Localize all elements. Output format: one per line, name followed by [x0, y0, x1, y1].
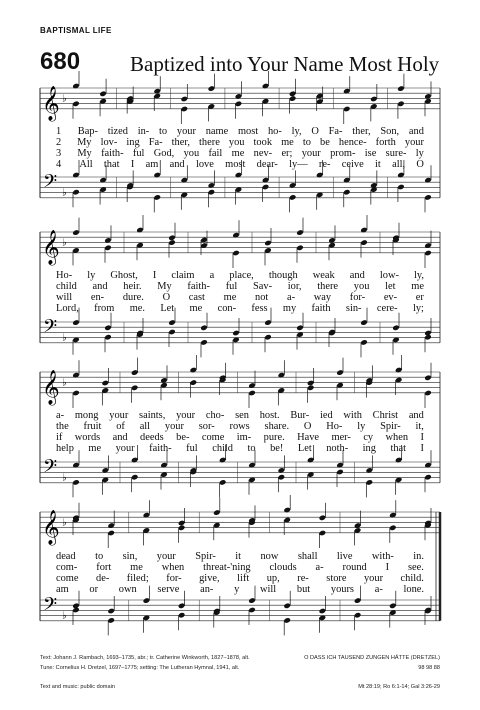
lyric-syllable: ly	[415, 148, 424, 159]
lyric-syllable: nev-	[253, 148, 273, 159]
tune-name: O DASS ICH TAUSEND ZUNGEN HÄTTE (DRETZEL)	[304, 655, 440, 661]
lyric-syllable: own	[118, 584, 137, 595]
lyric-syllable: tized	[107, 126, 128, 137]
lyric-syllable: Fa-	[328, 126, 343, 137]
lyric-syllable: O	[416, 159, 424, 170]
lyric-syllable: er;	[281, 148, 293, 159]
flat-key-signature-icon: ♭	[62, 187, 67, 199]
lyric-syllable: faith-	[149, 443, 172, 454]
lyric-syllable: me	[411, 281, 424, 292]
treble-clef-icon: 𝄞	[42, 229, 60, 265]
lyric-syllable: faith	[311, 303, 331, 314]
bass-clef-icon: 𝄢	[43, 171, 58, 197]
lyric-syllable: ly;	[412, 303, 424, 314]
lyric-syllable: fruit	[83, 421, 102, 432]
lyric-syllable: but	[296, 584, 311, 595]
lyric-syllable: way	[313, 292, 332, 303]
lyric-syllable: a-	[374, 584, 383, 595]
lyric-syllable: er	[415, 292, 424, 303]
lyric-syllable: sure-	[385, 148, 407, 159]
verse-number: 3	[56, 148, 62, 159]
lyric-syllable: Ho-	[326, 421, 343, 432]
lyric-syllable: rows	[229, 421, 250, 432]
hymn-number: 680	[40, 48, 81, 75]
lyric-syllable: it	[235, 551, 242, 562]
lyric-syllable: in-	[137, 126, 150, 137]
lyric-syllable: share.	[264, 421, 290, 432]
lyric-syllable: Fa-	[148, 137, 163, 148]
lyric-syllable: me	[130, 562, 143, 573]
lyric-syllable: your	[164, 421, 184, 432]
lyric-syllable: name	[205, 126, 229, 137]
lyrics-system-2	[56, 270, 424, 314]
flat-key-signature-icon: ♭	[62, 93, 67, 105]
lyric-syllable: me	[189, 303, 203, 314]
lyric-syllable: with-	[371, 551, 394, 562]
lyric-syllable: an-	[200, 584, 214, 595]
flat-key-signature-icon: ♭	[62, 332, 67, 344]
lyric-syllable: round	[342, 562, 367, 573]
hymn-title: Baptized into Your Name Most Holy	[130, 52, 440, 76]
lyric-syllable: took	[253, 137, 273, 148]
lyric-syllable: Bap-	[77, 126, 98, 137]
lyric-syllable: ly—	[289, 159, 308, 170]
bass-clef-icon: 𝄢	[43, 594, 58, 620]
lyric-syllable: and	[92, 281, 108, 292]
treble-clef-icon: 𝄞	[42, 369, 60, 405]
lyric-syllable: ing	[362, 443, 376, 454]
lyric-syllable: O	[303, 421, 312, 432]
lyric-syllable: deeds	[140, 432, 164, 443]
lyric-syllable: to	[302, 137, 311, 148]
lyric-syllable: Let	[297, 443, 312, 454]
flat-key-signature-icon: ♭	[62, 610, 67, 622]
lyric-syllable: O	[162, 292, 171, 303]
lyric-syllable: live	[336, 551, 353, 562]
lyric-line	[56, 292, 424, 303]
lyric-syllable: Lord,	[56, 303, 79, 314]
lyric-syllable: Spir-	[195, 551, 216, 562]
lyric-syllable: am	[56, 584, 69, 595]
lyric-syllable: be-	[176, 432, 190, 443]
lyric-line	[56, 562, 424, 573]
lyric-syllable: claim	[171, 270, 195, 281]
lyric-syllable: prom-	[330, 148, 356, 159]
lyric-syllable: words	[74, 432, 101, 443]
bass-clef-icon: 𝄢	[43, 456, 58, 482]
lyric-syllable: ly,	[413, 270, 424, 281]
lyric-syllable: noth-	[326, 443, 349, 454]
lyric-syllable: host.	[259, 410, 280, 421]
lyric-syllable: im-	[236, 432, 252, 443]
lyric-syllable: child	[212, 443, 233, 454]
text-credit: Text: Johann J. Rambach, 1693–1735, abr.; tr. Catherine Winkworth, 1827–1878, alt.	[40, 655, 250, 661]
lyric-syllable: God,	[153, 148, 175, 159]
lyric-syllable: though	[268, 270, 298, 281]
lyric-syllable: ther,	[352, 126, 371, 137]
lyric-syllable: for-	[166, 573, 182, 584]
lyric-syllable: lone.	[403, 584, 424, 595]
lyric-syllable: my	[282, 303, 297, 314]
lyric-syllable: sor-	[198, 421, 215, 432]
lyric-line	[56, 421, 424, 432]
lyric-line	[56, 551, 424, 562]
lyric-syllable: dear-	[256, 159, 278, 170]
lyric-syllable: serve	[157, 584, 180, 595]
lyric-syllable: ly	[87, 270, 96, 281]
lyric-syllable: forth	[375, 137, 396, 148]
lyric-syllable: if	[56, 432, 63, 443]
lyric-syllable: en-	[90, 292, 105, 303]
lyric-line	[56, 303, 424, 314]
lyric-syllable: to	[247, 443, 256, 454]
lyric-syllable: the	[56, 421, 69, 432]
lyric-syllable: come	[201, 432, 225, 443]
lyric-syllable: ful	[225, 281, 238, 292]
lyric-syllable: when	[161, 562, 185, 573]
lyric-syllable: con-	[217, 303, 237, 314]
flat-key-signature-icon: ♭	[62, 237, 67, 249]
lyric-syllable: there	[317, 281, 339, 292]
lyric-syllable: and	[112, 432, 128, 443]
lyric-syllable: threat-'ning	[203, 562, 251, 573]
lyric-syllable: your	[176, 126, 196, 137]
bass-clef-icon: 𝄢	[43, 316, 58, 342]
lyric-syllable: lov-	[100, 137, 118, 148]
lyric-syllable: ing	[126, 137, 140, 148]
lyric-syllable: ev-	[383, 292, 398, 303]
lyric-syllable: I	[130, 159, 135, 170]
lyric-syllable: it,	[415, 421, 424, 432]
lyric-syllable: weak	[312, 270, 335, 281]
lyric-syllable: Ho-	[56, 270, 73, 281]
lyric-syllable: child.	[400, 573, 424, 584]
lyric-syllable: a-	[56, 410, 65, 421]
lyric-syllable: you	[353, 281, 370, 292]
lyric-syllable: your	[404, 137, 424, 148]
lyric-syllable: me	[281, 137, 294, 148]
verse-number: 2	[56, 137, 62, 148]
lyric-line	[56, 573, 424, 584]
lyric-syllable: dure.	[122, 292, 144, 303]
lyric-syllable: I	[420, 443, 424, 454]
lyric-syllable: your	[115, 443, 135, 454]
lyric-syllable: lift	[237, 573, 250, 584]
lyric-syllable: yours	[330, 584, 354, 595]
lyric-syllable: Son,	[380, 126, 400, 137]
lyric-syllable: a-	[315, 562, 324, 573]
lyric-syllable: up,	[266, 573, 280, 584]
lyric-syllable: ior,	[287, 281, 302, 292]
lyric-syllable: your	[176, 410, 196, 421]
lyric-syllable: be	[320, 137, 330, 148]
lyric-syllable: y	[234, 584, 240, 595]
lyric-syllable: cho-	[205, 410, 225, 421]
flat-key-signature-icon: ♭	[62, 517, 67, 529]
lyric-syllable: My	[77, 148, 92, 159]
lyric-syllable: saints,	[139, 410, 166, 421]
lyric-syllable: place,	[229, 270, 254, 281]
lyric-line	[56, 137, 424, 148]
lyric-syllable: I	[385, 562, 390, 573]
lyric-syllable: ly,	[291, 126, 302, 137]
flat-key-signature-icon: ♭	[62, 377, 67, 389]
lyric-syllable: faith-	[187, 281, 210, 292]
lyric-line	[56, 443, 424, 454]
scripture-references: Mt 28:19; Ro 6:1-14; Gal 3:26-29	[358, 684, 440, 690]
copyright-note: Text and music: public domain	[40, 684, 115, 690]
lyric-syllable: cast	[188, 292, 205, 303]
lyric-syllable: Bur-	[290, 410, 310, 421]
lyric-line	[56, 270, 424, 281]
lyric-syllable: it	[375, 159, 381, 170]
lyric-syllable: a	[209, 270, 215, 281]
lyric-syllable: hence-	[338, 137, 367, 148]
lyric-syllable: most	[225, 159, 246, 170]
lyric-syllable: Sav-	[252, 281, 273, 292]
lyric-syllable: ther,	[171, 137, 190, 148]
lyric-syllable: me.	[129, 303, 145, 314]
lyric-syllable: and	[169, 159, 185, 170]
lyric-syllable: ied	[319, 410, 333, 421]
lyric-syllable: sin-	[345, 303, 362, 314]
lyric-syllable: All	[79, 159, 93, 170]
lyric-syllable: clouds	[269, 562, 297, 573]
lyric-syllable: a-	[286, 292, 296, 303]
lyric-syllable: heir.	[123, 281, 142, 292]
lyric-syllable: low-	[379, 270, 399, 281]
lyric-syllable: shall	[297, 551, 318, 562]
lyric-syllable: Ghost,	[110, 270, 138, 281]
lyric-syllable: and	[408, 126, 424, 137]
lyric-syllable: give,	[199, 573, 220, 584]
treble-clef-icon: 𝄞	[42, 85, 60, 121]
lyric-syllable: or	[89, 584, 99, 595]
lyric-syllable: come	[56, 573, 79, 584]
lyric-syllable: all,	[392, 159, 406, 170]
lyric-syllable: fess	[251, 303, 268, 314]
lyric-syllable: Christ	[372, 410, 399, 421]
lyric-syllable: ful	[132, 148, 145, 159]
lyric-syllable: ly	[357, 421, 366, 432]
lyric-syllable: mer-	[331, 432, 351, 443]
meter: 98 98 88	[418, 665, 440, 671]
verse-number: 4	[56, 159, 62, 170]
lyric-syllable: ful	[186, 443, 198, 454]
lyric-syllable: me	[231, 148, 245, 159]
lyric-syllable: all	[139, 421, 151, 432]
lyric-syllable: am	[145, 159, 159, 170]
lyric-syllable: pure.	[263, 432, 285, 443]
lyric-syllable: you	[228, 137, 245, 148]
lyric-syllable: de-	[96, 573, 110, 584]
lyric-line	[56, 584, 424, 595]
lyric-syllable: that	[103, 159, 120, 170]
lyric-syllable: and	[408, 410, 424, 421]
lyric-syllable: cere-	[376, 303, 398, 314]
lyric-syllable: sin,	[122, 551, 138, 562]
lyric-syllable: My	[77, 137, 92, 148]
lyric-syllable: re-	[297, 573, 309, 584]
lyric-syllable: of	[116, 421, 125, 432]
lyric-syllable: for-	[349, 292, 366, 303]
lyric-syllable: be!	[270, 443, 284, 454]
lyric-syllable: me	[88, 443, 102, 454]
lyric-syllable: in.	[413, 551, 424, 562]
lyric-syllable: ceive	[341, 159, 364, 170]
lyric-syllable: faith-	[101, 148, 124, 159]
lyric-syllable: will	[260, 584, 277, 595]
lyric-syllable: with	[343, 410, 362, 421]
lyric-syllable: love	[195, 159, 214, 170]
lyric-syllable: O	[311, 126, 319, 137]
lyric-syllable: not	[255, 292, 269, 303]
flat-key-signature-icon: ♭	[62, 472, 67, 484]
lyric-syllable: and	[349, 270, 365, 281]
lyric-line	[56, 281, 424, 292]
lyric-syllable: I	[420, 432, 424, 443]
lyric-syllable: filed;	[126, 573, 149, 584]
lyric-syllable: fail	[208, 148, 223, 159]
lyric-syllable: there	[199, 137, 220, 148]
lyric-line	[56, 159, 424, 170]
lyric-syllable: store	[326, 573, 347, 584]
lyric-line	[56, 410, 424, 421]
lyric-syllable: com-	[56, 562, 78, 573]
lyric-syllable: you	[183, 148, 200, 159]
lyric-syllable: mong	[74, 410, 99, 421]
lyric-syllable: let	[385, 281, 396, 292]
lyric-syllable: your	[301, 148, 321, 159]
lyric-syllable: now	[260, 551, 279, 562]
lyric-syllable: ise	[364, 148, 377, 159]
lyric-syllable: cy	[363, 432, 374, 443]
lyric-syllable: your	[156, 551, 176, 562]
lyric-syllable: fort	[96, 562, 112, 573]
lyric-line	[56, 148, 424, 159]
lyric-syllable: Have	[297, 432, 320, 443]
tune-credit: Tune: Cornelius H. Dretzel, 1697–1775; setting: The Lutheran Hymnal, 1941, alt.	[40, 665, 240, 671]
treble-clef-icon: 𝄞	[42, 509, 60, 545]
lyric-syllable: I	[152, 270, 157, 281]
lyrics-system-4	[56, 551, 424, 595]
lyric-syllable: dead	[56, 551, 76, 562]
lyric-syllable: your	[109, 410, 129, 421]
lyric-syllable: help	[56, 443, 74, 454]
lyric-syllable: ho-	[267, 126, 282, 137]
lyric-syllable: that	[390, 443, 407, 454]
lyric-syllable: My	[157, 281, 172, 292]
lyric-syllable: will	[56, 292, 73, 303]
lyric-syllable: your	[363, 573, 384, 584]
lyric-syllable: Spir-	[380, 421, 401, 432]
lyric-syllable: when	[385, 432, 409, 443]
lyric-syllable: see.	[408, 562, 424, 573]
verse-number: 1	[56, 126, 62, 137]
lyric-syllable: most	[237, 126, 259, 137]
lyric-syllable: me	[223, 292, 237, 303]
lyric-syllable: to	[159, 126, 168, 137]
lyric-syllable: sen	[235, 410, 249, 421]
lyric-syllable: Let	[160, 303, 175, 314]
lyrics-system-3	[56, 410, 424, 454]
lyric-syllable: to	[95, 551, 104, 562]
lyric-syllable: re-	[318, 159, 331, 170]
lyric-syllable: from	[94, 303, 115, 314]
lyric-syllable: child	[56, 281, 77, 292]
lyric-line	[56, 126, 424, 137]
lyrics-system-1	[56, 126, 424, 170]
lyric-line	[56, 432, 424, 443]
section-label: BAPTISMAL LIFE	[40, 26, 112, 35]
